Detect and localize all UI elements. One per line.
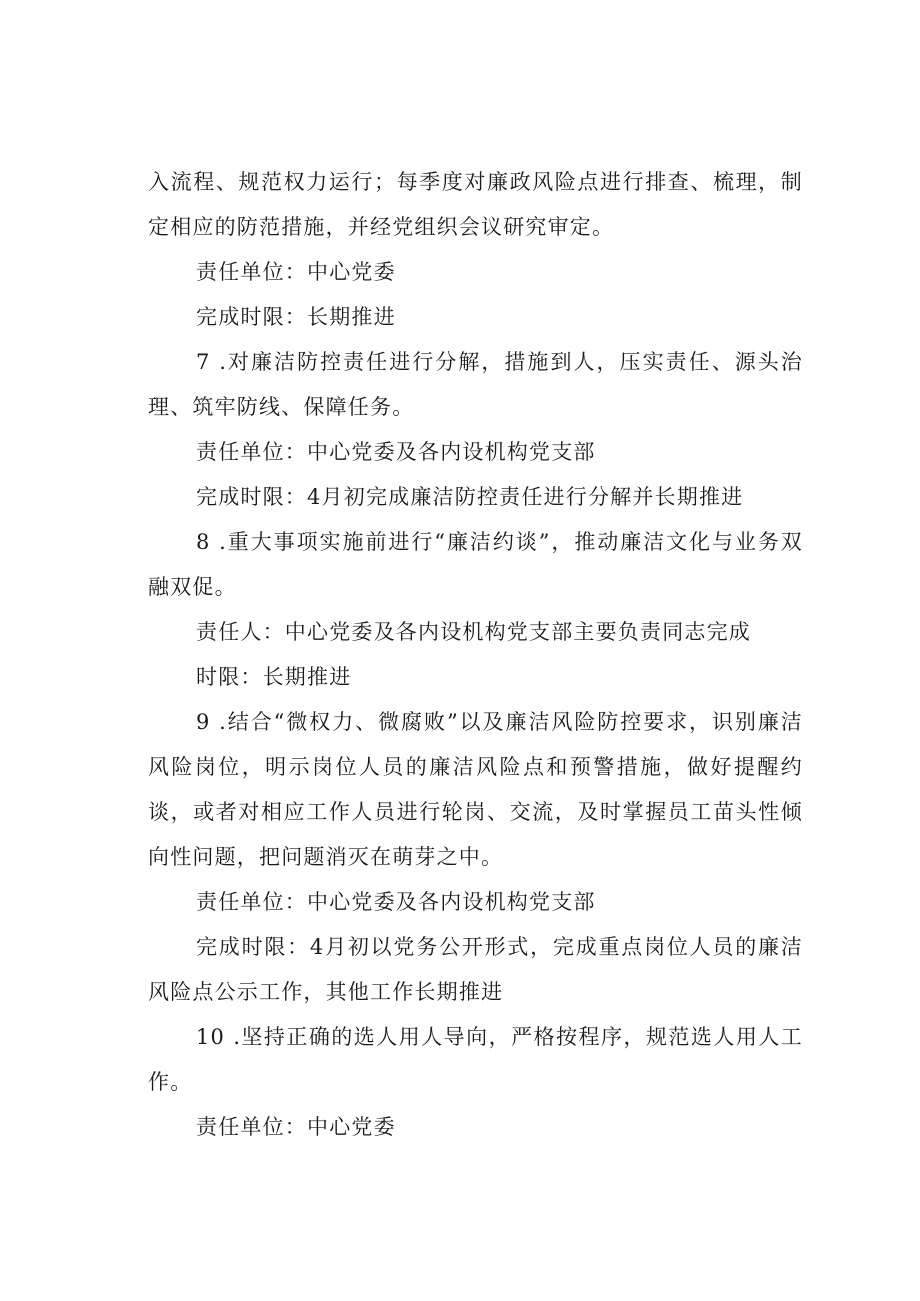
deadline-7: 完成时限：4月初完成廉洁防控责任进行分解并长期推进 <box>196 485 744 509</box>
deadline-8: 时限：长期推进 <box>196 665 352 689</box>
item-9: 9 .结合“微权力、微腐败”以及廉洁风险防控要求，识别廉洁风险岗位，明示岗位人员的廉洁风险点和预警措施，做好提醒约谈，或者对相应工作人员进行轮岗、交流，及时掌握员工苗头性倾向性问题，把问题消灭在萌芽之中。 <box>148 710 803 869</box>
responsible-unit-10: 责任单位：中心党委 <box>196 1115 396 1139</box>
responsible-unit-1: 责任单位：中心党委 <box>196 260 396 284</box>
deadline-9: 完成时限：4月初以党务公开形式，完成重点岗位人员的廉洁风险点公示工作，其他工作长期推进 <box>148 935 803 1004</box>
responsible-unit-7: 责任单位：中心党委及各内设机构党支部 <box>196 440 596 464</box>
responsible-unit-9: 责任单位：中心党委及各内设机构党支部 <box>196 890 596 914</box>
item-8: 8 .重大事项实施前进行“廉洁约谈”，推动廉洁文化与业务双融双促。 <box>148 530 803 599</box>
document-body <box>148 160 803 1150</box>
deadline-1: 完成时限：长期推进 <box>196 305 396 329</box>
responsible-person-8: 责任人：中心党委及各内设机构党支部主要负责同志完成 <box>196 620 751 644</box>
item-7: 7 .对廉洁防控责任进行分解，措施到人，压实责任、源头治理、筑牢防线、保障任务。 <box>148 350 803 419</box>
paragraph-continuation: 入流程、规范权力运行；每季度对廉政风险点进行排查、梳理，制定相应的防范措施，并经党组织会议研究审定。 <box>148 170 803 239</box>
item-10: 10 .坚持正确的选人用人导向，严格按程序，规范选人用人工作。 <box>148 1025 803 1094</box>
